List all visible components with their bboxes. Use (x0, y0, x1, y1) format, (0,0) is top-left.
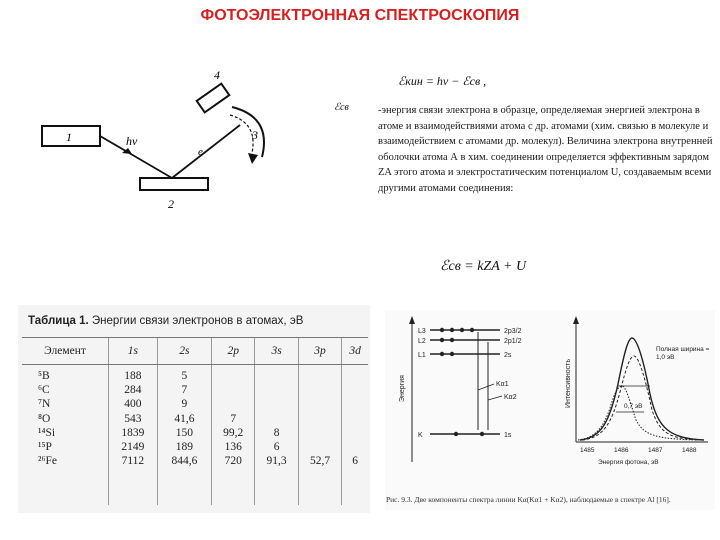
label-1: 1 (66, 130, 72, 144)
full-width-annotation: Полная ширина = 1,0 эВ (656, 346, 710, 361)
binding-energy-symbol: ℰсв (334, 102, 349, 113)
label-hv: hv (126, 134, 138, 148)
sample-plate (140, 178, 208, 190)
label-1s: 1s (504, 432, 512, 439)
binding-energy-description: -энергия связи электрона в образце, определяемая энергией электрона в атоме и взаимодействиями атома с др. атомами (хим. связью в молекуле и взаимодействием с атомами др. молекул). Величина электрона внутренней оболочки атома А в хим. соединении определяется эффективным зарядом ZA этого атома и электростатическим потенциалом U, создаваемым всеми другими атомами соединения: (378, 105, 713, 194)
col-element: ⁵B ⁶C ⁷N ⁸O ¹⁴Si ¹⁵P ²⁶Fe (38, 370, 57, 468)
width-label: 0,7 эВ (624, 403, 643, 410)
label-e: e (198, 146, 203, 158)
binding-energy-table (22, 337, 368, 505)
label-ka1: Kα1 (496, 381, 509, 388)
label-2: 2 (168, 197, 174, 211)
label-L2: L2 (418, 338, 426, 345)
col-header-element: Элемент (22, 338, 109, 365)
kinetic-energy-equation: ℰкин = hν − ℰсв , (398, 74, 487, 88)
col-1s: 188 284 400 543 1839 2149 7112 (109, 365, 158, 505)
label-2s: 2s (504, 352, 512, 359)
figure-caption: Рис. 9.3. Две компоненты спектра линии Kα(Kα1 + Kα2), наблюдаемые в спектре Al [16]. (386, 495, 671, 504)
binding-energy-equation: ℰсв = kZA + U (440, 259, 527, 274)
col-3s: 8 6 91,3 (255, 365, 298, 505)
binding-energy-table-panel (18, 305, 370, 513)
intensity-axis-label: Интенсивность (565, 358, 572, 408)
x-tick-1: 1486 (614, 447, 629, 454)
table-body-row (22, 365, 368, 505)
ka2-component-curve (578, 386, 698, 440)
x-axis-label: Энергия фотона, эВ (598, 459, 659, 466)
detector-box (197, 84, 230, 113)
col-header-3s: 3s (255, 338, 298, 365)
kalpha-spectrum-plot (558, 312, 714, 492)
label-2p12: 2p1/2 (504, 338, 522, 345)
table-caption-number: Таблица 1. (28, 315, 89, 327)
col-header-3p: 3p (298, 338, 341, 365)
col-header-3d: 3d (342, 338, 368, 365)
photoelectron-scheme (40, 65, 280, 215)
table-caption-text: Энергии связи электронов в атомах, эВ (88, 315, 304, 327)
col-header-1s: 1s (109, 338, 158, 365)
label-K: K (418, 432, 423, 439)
col-header-2s: 2s (157, 338, 211, 365)
x-tick-0: 1485 (580, 447, 595, 454)
col-3d: 6 (342, 365, 368, 505)
energy-level-diagram (390, 312, 560, 477)
analyzer-arc-inner (230, 115, 253, 153)
energy-axis-label: Энергия (399, 375, 406, 402)
label-4: 4 (214, 68, 220, 82)
label-ka2: Kα2 (504, 394, 517, 401)
col-3p: 52,7 (298, 365, 341, 505)
analyzer-arc-outer (232, 107, 264, 157)
label-3: 3 (252, 128, 258, 142)
table-caption (28, 315, 303, 327)
electron-path (172, 125, 240, 178)
analyzer-arrow (248, 153, 258, 164)
label-2p32: 2p3/2 (504, 328, 522, 335)
col-2s: 5 7 9 41,6 150 189 844,6 (157, 365, 211, 505)
x-tick-2: 1487 (648, 447, 663, 454)
col-header-2p: 2p (211, 338, 254, 365)
x-tick-3: 1488 (682, 447, 697, 454)
col-2p: 7 99,2 136 720 (211, 365, 254, 505)
table-header-row (22, 338, 368, 365)
page-title: ФОТОЭЛЕКТРОННАЯ СПЕКТРОСКОПИЯ (200, 7, 520, 24)
label-L3: L3 (418, 328, 426, 335)
label-L1: L1 (418, 352, 426, 359)
